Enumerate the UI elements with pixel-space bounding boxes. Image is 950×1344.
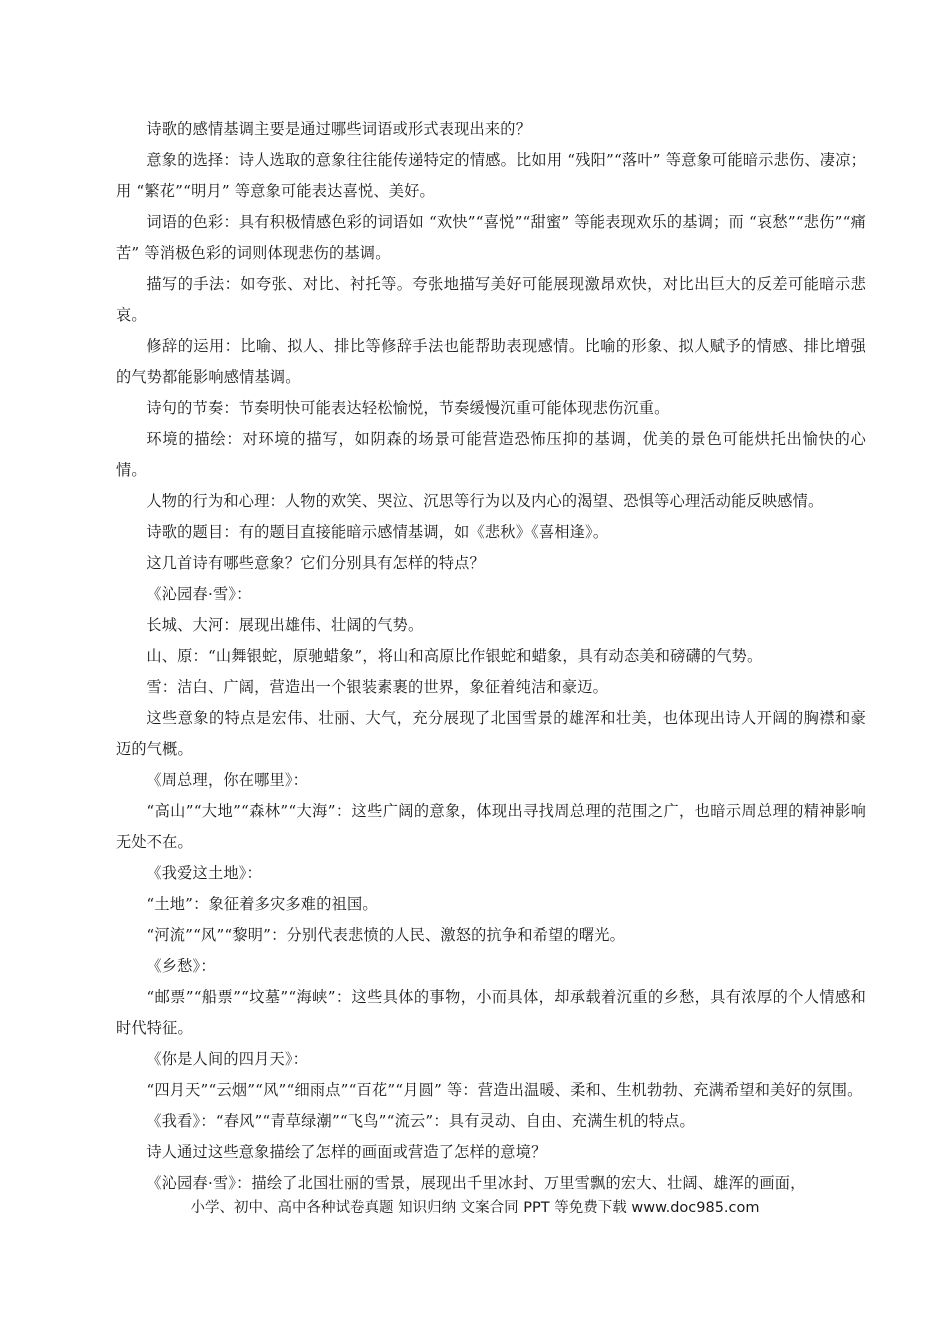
paragraph: 人物的行为和心理：人物的欢笑、哭泣、沉思等行为以及内心的渴望、恐惧等心理活动能反映感情。 [146, 492, 824, 510]
page-footer: 小学、初中、高中各种试卷真题 知识归纳 文案合同 PPT 等免费下载 www.doc985.com [190, 1200, 760, 1216]
paragraph: 《我看》：“春风”“青草绿潮”“飞鸟”“流云”：具有灵动、自由、充满生机的特点。 [146, 1112, 695, 1130]
paragraph: “土地”：象征着多灾多难的祖国。 [146, 895, 378, 913]
question-heading: 诗人通过这些意象描绘了怎样的画面或营造了怎样的意境？ [146, 1143, 547, 1161]
paragraph: “河流”“风”“黎明”：分别代表悲愤的人民、激怒的抗争和希望的曙光。 [146, 926, 626, 944]
paragraph: “四月天”“云烟”“风”“细雨点”“百花”“月圆” 等：营造出温暖、柔和、生机勃勃、充满希望和美好的氛围。 [146, 1081, 863, 1099]
paragraph: 雪：洁白、广阔，营造出一个银装素裹的世界，象征着纯洁和豪迈。 [146, 678, 609, 696]
paragraph: 长城、大河：展现出雄伟、壮阔的气势。 [146, 616, 424, 634]
document-body [116, 114, 866, 1199]
paragraph: 词语的色彩：具有积极情感色彩的词语如 “欢快”“喜悦”“甜蜜” 等能表现欢乐的基调；而 “哀愁”“悲伤”“痛苦” 等消极色彩的词则体现悲伤的基调。 [116, 213, 866, 262]
paragraph: 诗句的节奏：节奏明快可能表达轻松愉悦，节奏缓慢沉重可能体现悲伤沉重。 [146, 399, 670, 417]
paragraph: 环境的描绘：对环境的描写，如阴森的场景可能营造恐怖压抑的基调，优美的景色可能烘托出愉快的心情。 [116, 430, 866, 479]
paragraph: 这些意象的特点是宏伟、壮丽、大气，充分展现了北国雪景的雄浑和壮美，也体现出诗人开阔的胸襟和豪迈的气概。 [116, 709, 866, 758]
question-heading: 这几首诗有哪些意象？它们分别具有怎样的特点？ [146, 554, 485, 572]
paragraph: 《我爱这土地》： [146, 864, 262, 882]
paragraph: 《沁园春·雪》：描绘了北国壮丽的雪景，展现出千里冰封、万里雪飘的宏大、壮阔、雄浑的画面， [146, 1174, 806, 1192]
question-heading: 诗歌的感情基调主要是通过哪些词语或形式表现出来的？ [146, 120, 532, 138]
paragraph: 诗歌的题目：有的题目直接能暗示感情基调，如《悲秋》《喜相逢》。 [146, 523, 609, 541]
paragraph: 意象的选择：诗人选取的意象往往能传递特定的情感。比如用 “残阳”“落叶” 等意象可能暗示悲伤、凄凉；用 “繁花”“明月” 等意象可能表达喜悦、美好。 [116, 151, 866, 200]
paragraph: 《你是人间的四月天》： [146, 1050, 309, 1068]
paragraph: “高山”“大地”“森林”“大海”：这些广阔的意象，体现出寻找周总理的范围之广，也暗示周总理的精神影响无处不在。 [116, 802, 866, 851]
paragraph: 《周总理，你在哪里》： [146, 771, 309, 789]
paragraph: “邮票”“船票”“坟墓”“海峡”：这些具体的事物，小而具体，却承载着沉重的乡愁，具有浓厚的个人情感和时代特征。 [116, 988, 866, 1037]
paragraph: 描写的手法：如夸张、对比、衬托等。夸张地描写美好可能展现激昂欢快，对比出巨大的反差可能暗示悲哀。 [116, 275, 866, 324]
paragraph: 《沁园春·雪》： [146, 585, 252, 603]
paragraph: 修辞的运用：比喻、拟人、排比等修辞手法也能帮助表现感情。比喻的形象、拟人赋予的情感、排比增强的气势都能影响感情基调。 [116, 337, 866, 386]
paragraph: 《乡愁》： [146, 957, 216, 975]
paragraph: 山、原：“山舞银蛇，原驰蜡象”，将山和高原比作银蛇和蜡象，具有动态美和磅礴的气势。 [146, 647, 763, 665]
